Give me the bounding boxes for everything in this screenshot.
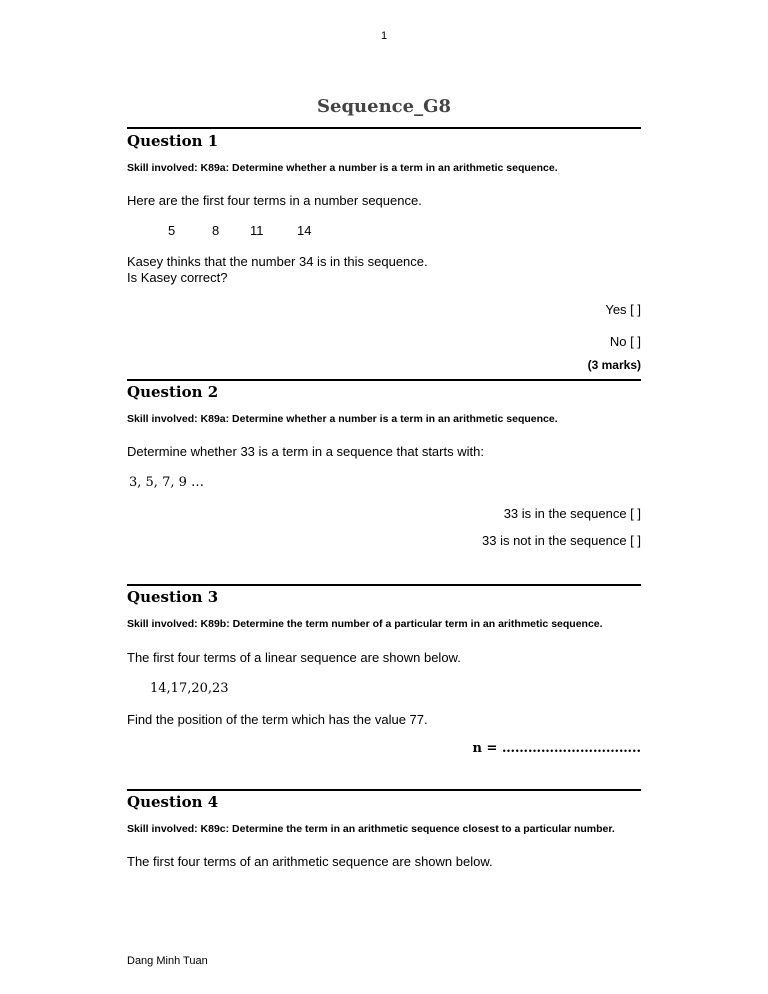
question-3-skill: Skill involved: K89b: Determine the term number of a particular term in an arithmetic sequence. — [127, 618, 603, 630]
question-1-statement: Kasey thinks that the number 34 is in this sequence. — [127, 254, 428, 269]
answer-field[interactable]: n = ………………………….. — [472, 741, 641, 756]
question-1-question: Is Kasey correct? — [127, 270, 228, 285]
question-3-heading: Question 3 — [127, 588, 219, 606]
divider — [127, 379, 641, 381]
question-3-intro: The first four terms of a linear sequence are shown below. — [127, 650, 461, 665]
question-1-intro: Here are the first four terms in a number sequence. — [127, 193, 422, 208]
divider — [127, 789, 641, 791]
term: 11 — [250, 223, 264, 238]
divider — [127, 584, 641, 586]
term: 5 — [168, 223, 176, 238]
option-no[interactable]: No [ ] — [609, 334, 641, 349]
footer-author: Dang Minh Tuan — [127, 955, 208, 967]
marks-label: (3 marks) — [587, 358, 641, 372]
question-3-prompt: Find the position of the term which has the value 77. — [127, 712, 428, 727]
question-4-heading: Question 4 — [127, 793, 219, 811]
question-2-skill: Skill involved: K89a: Determine whether a number is a term in an arithmetic sequence. — [127, 413, 558, 425]
term: 14 — [297, 223, 312, 238]
question-2-heading: Question 2 — [127, 383, 219, 401]
question-2-sequence: 3, 5, 7, 9 … — [129, 475, 205, 490]
document-title: Sequence_G8 — [317, 96, 451, 117]
term: 8 — [212, 223, 220, 238]
question-2-intro: Determine whether 33 is a term in a sequence that starts with: — [127, 444, 484, 459]
option-not-in-sequence[interactable]: 33 is not in the sequence [ ] — [482, 533, 641, 548]
question-1-heading: Question 1 — [127, 132, 219, 150]
question-4-intro: The first four terms of an arithmetic sequence are shown below. — [127, 854, 493, 869]
question-1-skill: Skill involved: K89a: Determine whether a number is a term in an arithmetic sequence. — [127, 162, 558, 174]
option-yes[interactable]: Yes [ ] — [605, 302, 641, 317]
divider — [127, 127, 641, 129]
question-3-sequence: 14,17,20,23 — [150, 681, 229, 696]
question-4-skill: Skill involved: K89c: Determine the term in an arithmetic sequence closest to a particular number. — [127, 823, 615, 835]
option-in-sequence[interactable]: 33 is in the sequence [ ] — [503, 506, 641, 521]
page-number: 1 — [380, 30, 388, 42]
